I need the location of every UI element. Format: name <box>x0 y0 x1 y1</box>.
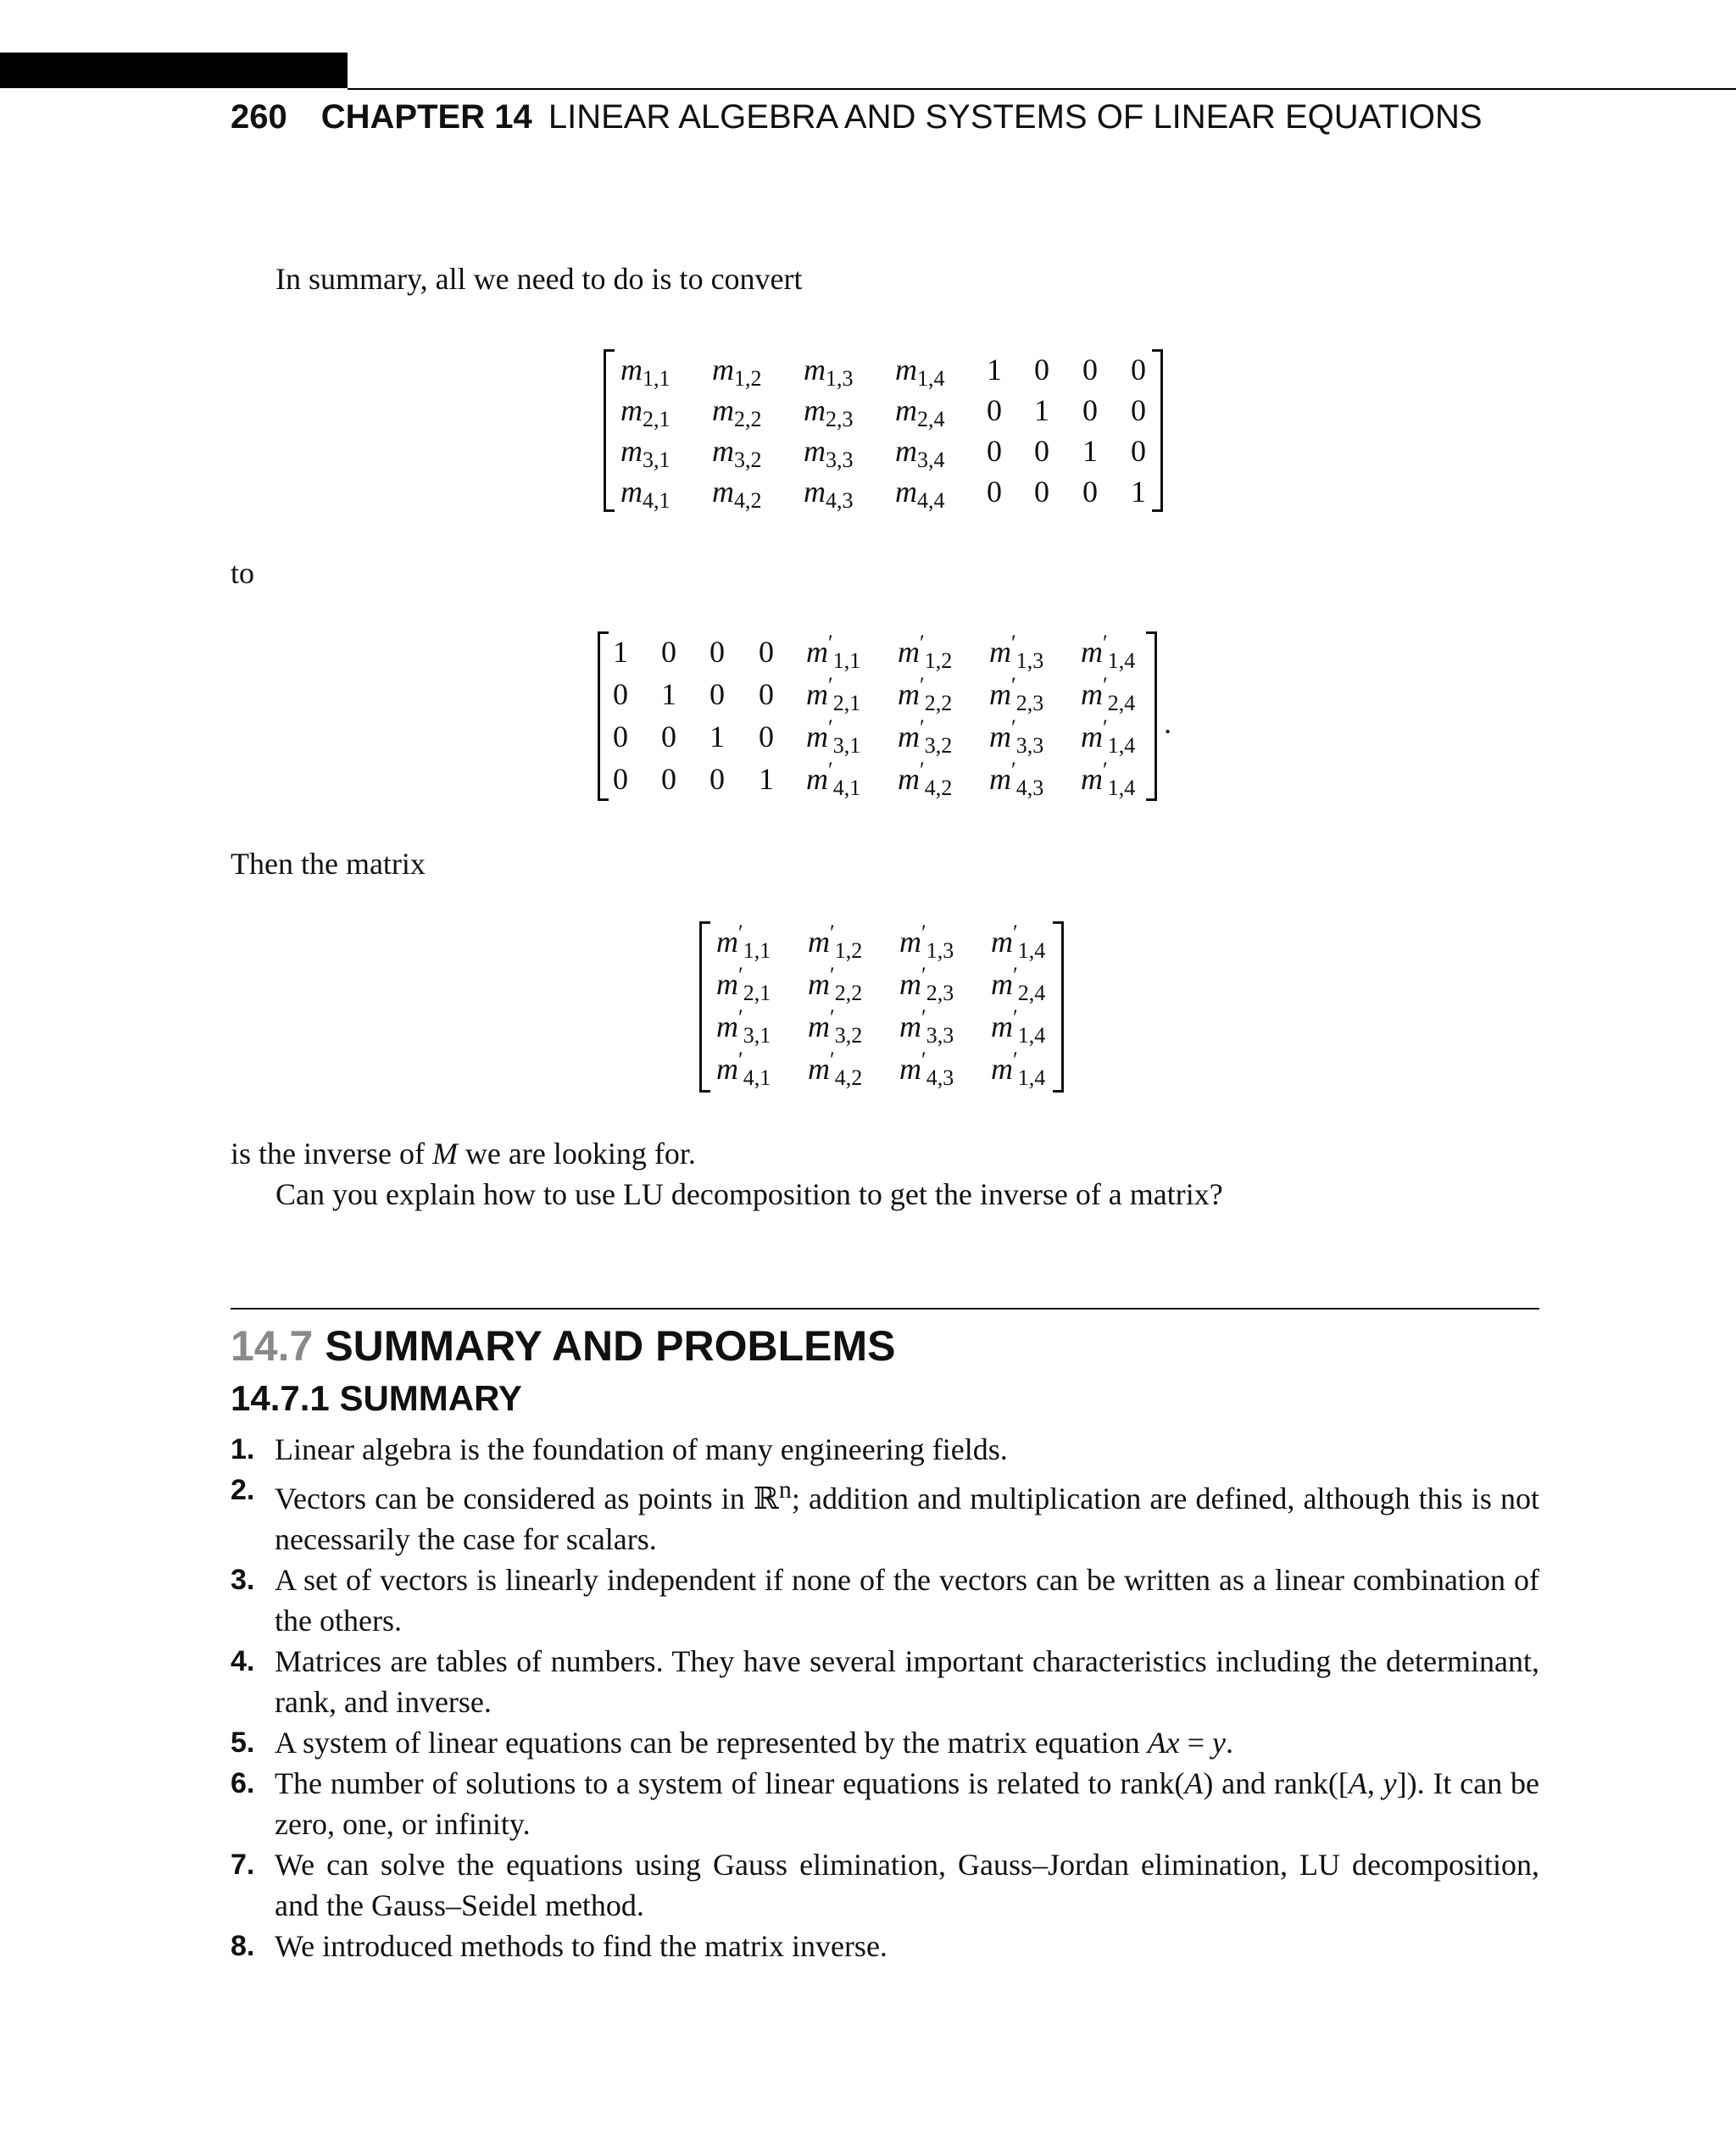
matrix-cell-r1-c2: $m'_{1,2}$ <box>808 920 863 963</box>
summary-item-number: 6. <box>231 1767 255 1799</box>
matrix-cell-r1-c7: $m'_{1,3}$ <box>989 631 1044 673</box>
matrix-cell-r3-c3: $m'_{3,3}$ <box>899 1005 954 1048</box>
inverse-sentence <box>231 1133 696 1174</box>
matrix-cell-r2-c4: $m_{2,4}$ <box>895 393 945 431</box>
inverse-matrix <box>699 921 1064 1093</box>
matrix-cell-r4-c7: $m'_{4,3}$ <box>989 758 1044 800</box>
matrix-cell-r1-c8: 0 <box>1131 353 1146 386</box>
matrix-cell-r1-c6: 0 <box>1034 353 1049 386</box>
matrix-cell-r1-c2: 0 <box>661 635 676 669</box>
matrix-cell-r2-c4: 0 <box>759 677 774 711</box>
matrix-cell-r3-c1: $m_{3,1}$ <box>620 434 670 472</box>
summary-item-number: 5. <box>231 1727 255 1759</box>
matrix-cell-r4-c3: $m_{4,3}$ <box>804 475 854 513</box>
matrix-cell-r2-c2: 1 <box>661 677 676 711</box>
matrix-period: . <box>1164 706 1171 740</box>
summary-item-text: A set of vectors is linearly independent if none of the vectors can be written as a linear combination of the others. <box>275 1563 1539 1638</box>
matrix-cell-r4-c1: $m_{4,1}$ <box>620 475 670 513</box>
summary-item-6 <box>231 1763 1539 1844</box>
summary-item-number: 7. <box>231 1849 255 1881</box>
matrix-cell-r3-c3: $m_{3,3}$ <box>804 434 854 472</box>
left-bracket <box>604 349 615 512</box>
chapter-title: LINEAR ALGEBRA AND SYSTEMS OF LINEAR EQUATIONS <box>548 98 1483 136</box>
summary-item-text: The number of solutions to a system of linear equations is related to rank(A) and rank([A, y]). It can be zero, one, or infinity. <box>275 1766 1539 1841</box>
summary-item-number: 3. <box>231 1564 255 1596</box>
matrix-cell-r1-c6: $m'_{1,2}$ <box>898 631 953 673</box>
section-title: SUMMARY AND PROBLEMS <box>325 1322 896 1370</box>
matrix-cell-r3-c2: $m'_{3,2}$ <box>808 1005 863 1048</box>
matrix-cell-r2-c3: $m'_{2,3}$ <box>899 963 954 1005</box>
matrix-cell-r2-c8: $m'_{2,4}$ <box>1081 673 1136 715</box>
matrix-cell-r3-c8: $m'_{1,4}$ <box>1081 715 1136 758</box>
matrix-cell-r3-c5: 0 <box>987 434 1002 468</box>
matrix-cell-r3-c6: 0 <box>1034 434 1049 468</box>
summary-item-text: Matrices are tables of numbers. They have several important characteristics including the determinant, rank, and inverse. <box>275 1644 1539 1719</box>
summary-item-4 <box>231 1641 1539 1722</box>
header-bar <box>0 53 348 88</box>
summary-item-text: Vectors can be considered as points in ℝ$^n$; addition and multiplication are defined, although this is not necessarily the case for scalars. <box>275 1476 1539 1556</box>
summary-item-8 <box>231 1926 1539 1966</box>
matrix-cell-r1-c3: $m_{1,3}$ <box>804 353 854 391</box>
matrix-cell-r2-c5: 0 <box>987 393 1002 427</box>
matrix-cell-r1-c5: 1 <box>987 353 1002 386</box>
matrix-cell-r4-c1: 0 <box>613 762 628 796</box>
matrix-cell-r4-c7: 0 <box>1082 475 1098 509</box>
matrix-cell-r1-c1: $m'_{1,1}$ <box>716 920 771 963</box>
matrix-cell-r2-c7: 0 <box>1082 393 1098 427</box>
matrix-cell-r3-c1: $m'_{3,1}$ <box>716 1005 771 1048</box>
right-bracket <box>1146 631 1157 801</box>
matrix-cell-r1-c2: $m_{1,2}$ <box>712 353 762 391</box>
summary-item-text: Linear algebra is the foundation of many engineering fields. <box>275 1432 1008 1466</box>
connector-to: to <box>231 556 255 590</box>
page-number: 260 <box>231 98 287 136</box>
matrix-cell-r3-c1: 0 <box>613 720 628 754</box>
matrix-cell-r3-c4: $m_{3,4}$ <box>895 434 945 472</box>
matrix-cell-r3-c6: $m'_{3,2}$ <box>898 715 953 758</box>
matrix-cell-r3-c4: $m'_{1,4}$ <box>991 1005 1046 1048</box>
matrix-cell-r2-c1: $m'_{2,1}$ <box>716 963 771 1005</box>
matrix-cell-r4-c5: 0 <box>987 475 1002 509</box>
summary-item-number: 4. <box>231 1645 255 1677</box>
matrix-cell-r4-c6: $m'_{4,2}$ <box>898 758 953 800</box>
summary-list <box>231 1429 1539 1966</box>
inverse-post: we are looking for. <box>457 1137 696 1171</box>
summary-item-text: We can solve the equations using Gauss elimination, Gauss–Jordan elimination, LU decomposition, and the Gauss–Seidel method. <box>275 1848 1539 1922</box>
matrix-cell-r1-c5: $m'_{1,1}$ <box>806 631 861 673</box>
inverse-pre: is the inverse of <box>231 1137 432 1171</box>
matrix-cell-r4-c3: 0 <box>709 762 725 796</box>
matrix-cell-r2-c1: $m_{2,1}$ <box>620 393 670 431</box>
intro-paragraph: In summary, all we need to do is to convert <box>275 262 803 296</box>
section-number: 14.7 <box>231 1322 314 1370</box>
matrix-cell-r3-c3: 1 <box>709 720 725 754</box>
matrix-cell-r2-c7: $m'_{2,3}$ <box>989 673 1044 715</box>
header-rule <box>348 88 1736 90</box>
chapter-label: CHAPTER 14 <box>320 98 532 136</box>
matrix-cell-r3-c2: $m_{3,2}$ <box>712 434 762 472</box>
summary-item-text: We introduced methods to find the matrix inverse. <box>275 1929 887 1963</box>
matrix-cell-r2-c6: $m'_{2,2}$ <box>898 673 953 715</box>
matrix-cell-r1-c4: $m_{1,4}$ <box>895 353 945 391</box>
section-heading <box>231 1318 896 1374</box>
augmented-input-matrix <box>604 349 1163 512</box>
matrix-cell-r1-c1: $m_{1,1}$ <box>620 353 670 391</box>
matrix-cell-r2-c2: $m'_{2,2}$ <box>808 963 863 1005</box>
section-rule <box>231 1308 1539 1310</box>
matrix-cell-r1-c3: 0 <box>709 635 725 669</box>
matrix-cell-r4-c3: $m'_{4,3}$ <box>899 1048 954 1090</box>
matrix-cell-r4-c2: 0 <box>661 762 676 796</box>
matrix-cell-r2-c8: 0 <box>1131 393 1146 427</box>
summary-item-7 <box>231 1844 1539 1926</box>
matrix-cell-r2-c6: 1 <box>1034 393 1049 427</box>
matrix-cell-r4-c2: $m_{4,2}$ <box>712 475 762 513</box>
matrix-cell-r4-c2: $m'_{4,2}$ <box>808 1048 863 1090</box>
matrix-cell-r1-c4: 0 <box>759 635 774 669</box>
matrix-cell-r3-c7: $m'_{3,3}$ <box>989 715 1044 758</box>
summary-item-2 <box>231 1470 1539 1560</box>
matrix-cell-r3-c8: 0 <box>1131 434 1146 468</box>
matrix-cell-r4-c5: $m'_{4,1}$ <box>806 758 861 800</box>
matrix-var-m: M <box>431 1137 458 1171</box>
then-paragraph: Then the matrix <box>231 847 426 881</box>
summary-item-number: 2. <box>231 1474 255 1506</box>
matrix-cell-r3-c5: $m'_{3,1}$ <box>806 715 861 758</box>
matrix-cell-r4-c1: $m'_{4,1}$ <box>716 1048 771 1090</box>
matrix-cell-r2-c3: 0 <box>709 677 725 711</box>
summary-item-5 <box>231 1722 1539 1763</box>
left-bracket <box>598 631 609 801</box>
summary-item-number: 8. <box>231 1930 255 1962</box>
matrix-cell-r4-c8: 1 <box>1131 475 1146 509</box>
matrix-cell-r2-c4: $m'_{2,4}$ <box>991 963 1046 1005</box>
augmented-output-matrix <box>598 631 1157 801</box>
subsection-heading: 14.7.1 SUMMARY <box>231 1378 522 1418</box>
matrix-cell-r2-c1: 0 <box>613 677 628 711</box>
matrix-cell-r2-c3: $m_{2,3}$ <box>804 393 854 431</box>
matrix-cell-r4-c8: $m'_{1,4}$ <box>1081 758 1136 800</box>
matrix-cell-r1-c3: $m'_{1,3}$ <box>899 920 954 963</box>
matrix-cell-r1-c8: $m'_{1,4}$ <box>1081 631 1136 673</box>
matrix-cell-r2-c2: $m_{2,2}$ <box>712 393 762 431</box>
summary-item-number: 1. <box>231 1433 255 1465</box>
right-bracket <box>1053 921 1064 1093</box>
matrix-cell-r1-c1: 1 <box>613 635 628 669</box>
running-head <box>231 95 1483 139</box>
summary-item-1 <box>231 1429 1539 1470</box>
matrix-cell-r4-c4: 1 <box>759 762 774 796</box>
matrix-cell-r1-c7: 0 <box>1082 353 1098 386</box>
matrix-cell-r4-c6: 0 <box>1034 475 1049 509</box>
summary-item-3 <box>231 1560 1539 1641</box>
summary-item-text: A system of linear equations can be represented by the matrix equation Ax = y. <box>275 1726 1233 1760</box>
matrix-cell-r3-c4: 0 <box>759 720 774 754</box>
left-bracket <box>699 921 710 1093</box>
matrix-cell-r2-c5: $m'_{2,1}$ <box>806 673 861 715</box>
question-paragraph: Can you explain how to use LU decomposition to get the inverse of a matrix? <box>275 1177 1223 1211</box>
right-bracket <box>1152 349 1163 512</box>
matrix-cell-r4-c4: $m'_{1,4}$ <box>991 1048 1046 1090</box>
matrix-cell-r3-c7: 1 <box>1082 434 1098 468</box>
matrix-cell-r1-c4: $m'_{1,4}$ <box>991 920 1046 963</box>
matrix-cell-r3-c2: 0 <box>661 720 676 754</box>
matrix-cell-r4-c4: $m_{4,4}$ <box>895 475 945 513</box>
